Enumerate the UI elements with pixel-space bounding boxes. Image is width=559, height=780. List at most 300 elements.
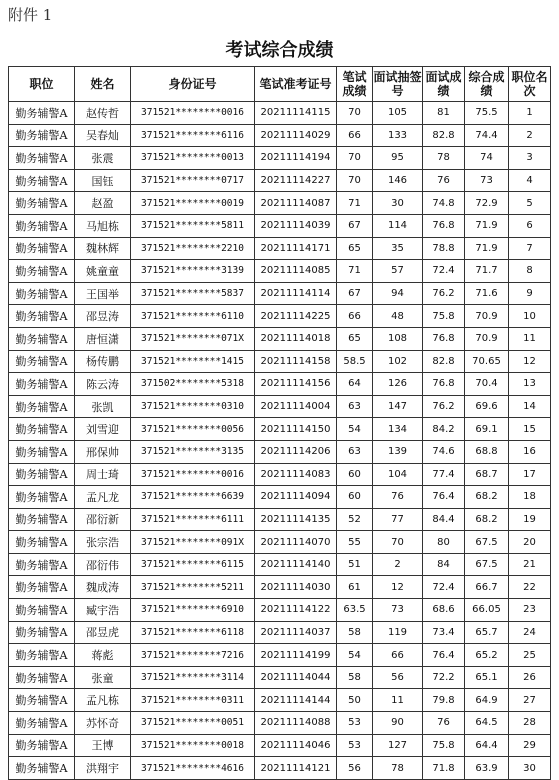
table-cell: 勤务辅警A <box>9 327 75 350</box>
table-cell: 76.8 <box>423 214 465 237</box>
table-cell: 勤务辅警A <box>9 260 75 283</box>
table-cell: 79.8 <box>423 689 465 712</box>
table-cell: 68.2 <box>465 508 509 531</box>
table-cell: 勤务辅警A <box>9 124 75 147</box>
table-cell: 127 <box>373 734 423 757</box>
table-cell: 勤务辅警A <box>9 305 75 328</box>
table-cell: 371521********5837 <box>131 282 255 305</box>
table-cell: 68.7 <box>465 463 509 486</box>
table-cell: 371521********0311 <box>131 689 255 712</box>
table-cell: 68.2 <box>465 486 509 509</box>
table-cell: 63.9 <box>465 757 509 780</box>
table-cell: 371521********071X <box>131 327 255 350</box>
table-cell: 70.4 <box>465 373 509 396</box>
table-cell: 147 <box>373 395 423 418</box>
table-cell: 20 <box>509 531 551 554</box>
header-cell: 职位名次 <box>509 67 551 102</box>
table-cell: 20211114171 <box>255 237 337 260</box>
table-cell: 11 <box>373 689 423 712</box>
table-cell: 勤务辅警A <box>9 621 75 644</box>
table-cell: 74.8 <box>423 192 465 215</box>
table-cell: 90 <box>373 712 423 735</box>
table-cell: 76.8 <box>423 373 465 396</box>
table-cell: 371521********6118 <box>131 621 255 644</box>
table-cell: 勤务辅警A <box>9 712 75 735</box>
table-cell: 69.1 <box>465 418 509 441</box>
table-cell: 126 <box>373 373 423 396</box>
table-cell: 70 <box>337 147 373 170</box>
table-cell: 20211114018 <box>255 327 337 350</box>
table-row <box>9 395 551 418</box>
table-cell: 55 <box>337 531 373 554</box>
table-cell: 76.8 <box>423 327 465 350</box>
table-cell: 71 <box>337 192 373 215</box>
table-cell: 勤务辅警A <box>9 395 75 418</box>
table-cell: 74 <box>465 147 509 170</box>
table-body <box>9 102 551 780</box>
table-row <box>9 305 551 328</box>
table-cell: 3 <box>509 147 551 170</box>
table-cell: 赵传哲 <box>75 102 131 125</box>
table-cell: 60 <box>337 486 373 509</box>
table-cell: 371521********6639 <box>131 486 255 509</box>
table-cell: 勤务辅警A <box>9 147 75 170</box>
table-cell: 104 <box>373 463 423 486</box>
table-cell: 94 <box>373 282 423 305</box>
table-cell: 71.8 <box>423 757 465 780</box>
table-cell: 76 <box>423 169 465 192</box>
table-cell: 66 <box>337 305 373 328</box>
table-cell: 67 <box>337 282 373 305</box>
table-cell: 20211114088 <box>255 712 337 735</box>
table-cell: 20211114004 <box>255 395 337 418</box>
table-cell: 蒋彪 <box>75 644 131 667</box>
table-cell: 48 <box>373 305 423 328</box>
header-cell: 职位 <box>9 67 75 102</box>
table-cell: 371502********5318 <box>131 373 255 396</box>
table-cell: 371521********6116 <box>131 124 255 147</box>
table-row <box>9 102 551 125</box>
table-cell: 20211114206 <box>255 440 337 463</box>
table-cell: 105 <box>373 102 423 125</box>
table-row <box>9 350 551 373</box>
table-cell: 魏成涛 <box>75 576 131 599</box>
table-row <box>9 621 551 644</box>
table-cell: 张童 <box>75 666 131 689</box>
table-cell: 68.8 <box>465 440 509 463</box>
table-cell: 勤务辅警A <box>9 599 75 622</box>
table-cell: 勤务辅警A <box>9 486 75 509</box>
table-cell: 20211114039 <box>255 214 337 237</box>
table-cell: 16 <box>509 440 551 463</box>
table-cell: 13 <box>509 373 551 396</box>
table-cell: 勤务辅警A <box>9 553 75 576</box>
table-cell: 78.8 <box>423 237 465 260</box>
header-cell: 姓名 <box>75 67 131 102</box>
table-cell: 72.4 <box>423 576 465 599</box>
table-cell: 赵盈 <box>75 192 131 215</box>
table-cell: 371521********6115 <box>131 553 255 576</box>
table-cell: 70 <box>337 169 373 192</box>
table-cell: 勤务辅警A <box>9 576 75 599</box>
table-cell: 苏怀奇 <box>75 712 131 735</box>
table-cell: 56 <box>373 666 423 689</box>
table-cell: 134 <box>373 418 423 441</box>
header-cell: 笔试准考证号 <box>255 67 337 102</box>
table-cell: 70.9 <box>465 305 509 328</box>
table-cell: 371521********0018 <box>131 734 255 757</box>
table-cell: 73.4 <box>423 621 465 644</box>
table-cell: 勤务辅警A <box>9 666 75 689</box>
table-cell: 63 <box>337 395 373 418</box>
table-cell: 67.5 <box>465 531 509 554</box>
table-cell: 20211114150 <box>255 418 337 441</box>
table-cell: 66 <box>337 124 373 147</box>
table-cell: 20211114070 <box>255 531 337 554</box>
table-cell: 63 <box>337 440 373 463</box>
table-cell: 周士琦 <box>75 463 131 486</box>
table-cell: 张宗浩 <box>75 531 131 554</box>
table-cell: 53 <box>337 734 373 757</box>
table-cell: 17 <box>509 463 551 486</box>
table-cell: 7 <box>509 237 551 260</box>
table-cell: 65 <box>337 327 373 350</box>
table-cell: 371521********5211 <box>131 576 255 599</box>
table-cell: 371521********0310 <box>131 395 255 418</box>
table-cell: 吴春灿 <box>75 124 131 147</box>
table-cell: 20211114037 <box>255 621 337 644</box>
table-cell: 82.8 <box>423 124 465 147</box>
table-cell: 14 <box>509 395 551 418</box>
table-cell: 371521********6910 <box>131 599 255 622</box>
table-cell: 70.9 <box>465 327 509 350</box>
table-cell: 勤务辅警A <box>9 689 75 712</box>
table-cell: 102 <box>373 350 423 373</box>
table-row <box>9 169 551 192</box>
table-cell: 20211114029 <box>255 124 337 147</box>
table-cell: 371521********7216 <box>131 644 255 667</box>
table-cell: 75.5 <box>465 102 509 125</box>
table-cell: 20211114030 <box>255 576 337 599</box>
table-cell: 51 <box>337 553 373 576</box>
table-cell: 30 <box>509 757 551 780</box>
table-cell: 国钰 <box>75 169 131 192</box>
table-cell: 64 <box>337 373 373 396</box>
table-cell: 10 <box>509 305 551 328</box>
table-cell: 64.9 <box>465 689 509 712</box>
table-cell: 371521********3139 <box>131 260 255 283</box>
table-cell: 71.6 <box>465 282 509 305</box>
table-cell: 66.7 <box>465 576 509 599</box>
table-cell: 60 <box>337 463 373 486</box>
scores-table <box>8 66 551 780</box>
table-cell: 张震 <box>75 147 131 170</box>
table-cell: 11 <box>509 327 551 350</box>
table-cell: 2 <box>373 553 423 576</box>
table-cell: 22 <box>509 576 551 599</box>
table-cell: 371521********5811 <box>131 214 255 237</box>
table-cell: 20211114156 <box>255 373 337 396</box>
table-cell: 76.4 <box>423 486 465 509</box>
table-cell: 6 <box>509 214 551 237</box>
table-cell: 26 <box>509 666 551 689</box>
table-cell: 勤务辅警A <box>9 440 75 463</box>
table-cell: 77.4 <box>423 463 465 486</box>
table-cell: 20211114046 <box>255 734 337 757</box>
table-cell: 58 <box>337 666 373 689</box>
table-cell: 76.4 <box>423 644 465 667</box>
table-cell: 马旭栋 <box>75 214 131 237</box>
table-cell: 70 <box>373 531 423 554</box>
table-row <box>9 282 551 305</box>
table-cell: 邵衍新 <box>75 508 131 531</box>
table-cell: 371521********4616 <box>131 757 255 780</box>
table-cell: 84.2 <box>423 418 465 441</box>
table-cell: 78 <box>373 757 423 780</box>
table-cell: 8 <box>509 260 551 283</box>
table-cell: 勤务辅警A <box>9 644 75 667</box>
table-cell: 78 <box>423 147 465 170</box>
header-cell: 综合成绩 <box>465 67 509 102</box>
table-cell: 61 <box>337 576 373 599</box>
table-cell: 20211114227 <box>255 169 337 192</box>
table-row <box>9 576 551 599</box>
table-cell: 76 <box>423 712 465 735</box>
table-cell: 2 <box>509 124 551 147</box>
table-cell: 12 <box>373 576 423 599</box>
table-cell: 孟凡栋 <box>75 689 131 712</box>
table-cell: 15 <box>509 418 551 441</box>
table-cell: 21 <box>509 553 551 576</box>
table-row <box>9 463 551 486</box>
table-cell: 81 <box>423 102 465 125</box>
table-row <box>9 689 551 712</box>
table-cell: 20211114140 <box>255 553 337 576</box>
table-cell: 9 <box>509 282 551 305</box>
table-cell: 20211114158 <box>255 350 337 373</box>
table-cell: 29 <box>509 734 551 757</box>
table-row <box>9 124 551 147</box>
table-cell: 70 <box>337 102 373 125</box>
table-cell: 75.8 <box>423 305 465 328</box>
table-row <box>9 418 551 441</box>
table-cell: 54 <box>337 418 373 441</box>
table-cell: 53 <box>337 712 373 735</box>
table-cell: 勤务辅警A <box>9 102 75 125</box>
table-cell: 371521********0051 <box>131 712 255 735</box>
table-cell: 66 <box>373 644 423 667</box>
table-cell: 张凯 <box>75 395 131 418</box>
table-row <box>9 486 551 509</box>
table-cell: 魏林辉 <box>75 237 131 260</box>
table-cell: 20211114121 <box>255 757 337 780</box>
table-cell: 65.1 <box>465 666 509 689</box>
table-cell: 陈云涛 <box>75 373 131 396</box>
table-cell: 4 <box>509 169 551 192</box>
table-cell: 371521********091X <box>131 531 255 554</box>
table-cell: 65.2 <box>465 644 509 667</box>
table-row <box>9 260 551 283</box>
table-cell: 勤务辅警A <box>9 169 75 192</box>
table-cell: 76.2 <box>423 395 465 418</box>
table-row <box>9 508 551 531</box>
table-cell: 20211114199 <box>255 644 337 667</box>
table-cell: 唐恒潇 <box>75 327 131 350</box>
table-cell: 邵衍伟 <box>75 553 131 576</box>
table-cell: 20211114115 <box>255 102 337 125</box>
table-cell: 5 <box>509 192 551 215</box>
table-cell: 66.05 <box>465 599 509 622</box>
table-cell: 74.6 <box>423 440 465 463</box>
table-cell: 108 <box>373 327 423 350</box>
table-cell: 1 <box>509 102 551 125</box>
table-cell: 20211114144 <box>255 689 337 712</box>
table-cell: 25 <box>509 644 551 667</box>
table-row <box>9 327 551 350</box>
table-cell: 邢保帅 <box>75 440 131 463</box>
table-cell: 54 <box>337 644 373 667</box>
table-cell: 75.8 <box>423 734 465 757</box>
table-cell: 80 <box>423 531 465 554</box>
table-cell: 20211114083 <box>255 463 337 486</box>
table-cell: 63.5 <box>337 599 373 622</box>
table-row <box>9 666 551 689</box>
table-cell: 371521********6111 <box>131 508 255 531</box>
table-row <box>9 440 551 463</box>
table-row <box>9 644 551 667</box>
table-cell: 72.4 <box>423 260 465 283</box>
table-cell: 371521********6110 <box>131 305 255 328</box>
table-cell: 84.4 <box>423 508 465 531</box>
table-cell: 20211114225 <box>255 305 337 328</box>
table-cell: 勤务辅警A <box>9 282 75 305</box>
table-cell: 82.8 <box>423 350 465 373</box>
table-row <box>9 712 551 735</box>
table-cell: 勤务辅警A <box>9 508 75 531</box>
table-cell: 勤务辅警A <box>9 373 75 396</box>
table-cell: 57 <box>373 260 423 283</box>
table-cell: 65.7 <box>465 621 509 644</box>
table-cell: 69.6 <box>465 395 509 418</box>
table-cell: 71 <box>337 260 373 283</box>
table-cell: 臧宇浩 <box>75 599 131 622</box>
table-cell: 20211114194 <box>255 147 337 170</box>
table-cell: 67.5 <box>465 553 509 576</box>
table-cell: 71.7 <box>465 260 509 283</box>
table-row <box>9 214 551 237</box>
table-cell: 35 <box>373 237 423 260</box>
table-cell: 勤务辅警A <box>9 531 75 554</box>
table-row <box>9 599 551 622</box>
table-cell: 371521********3135 <box>131 440 255 463</box>
table-cell: 72.2 <box>423 666 465 689</box>
table-cell: 65 <box>337 237 373 260</box>
table-cell: 72.9 <box>465 192 509 215</box>
table-cell: 28 <box>509 712 551 735</box>
table-cell: 23 <box>509 599 551 622</box>
table-cell: 勤务辅警A <box>9 237 75 260</box>
table-cell: 73 <box>373 599 423 622</box>
table-cell: 勤务辅警A <box>9 734 75 757</box>
table-row <box>9 147 551 170</box>
table-cell: 邵昱虎 <box>75 621 131 644</box>
table-cell: 371521********0019 <box>131 192 255 215</box>
table-cell: 77 <box>373 508 423 531</box>
table-cell: 19 <box>509 508 551 531</box>
table-cell: 勤务辅警A <box>9 757 75 780</box>
table-cell: 30 <box>373 192 423 215</box>
table-cell: 王国举 <box>75 282 131 305</box>
table-row <box>9 734 551 757</box>
table-cell: 孟凡龙 <box>75 486 131 509</box>
table-cell: 73 <box>465 169 509 192</box>
table-cell: 119 <box>373 621 423 644</box>
table-cell: 27 <box>509 689 551 712</box>
table-cell: 杨传鹏 <box>75 350 131 373</box>
table-row <box>9 531 551 554</box>
table-cell: 12 <box>509 350 551 373</box>
table-cell: 139 <box>373 440 423 463</box>
table-cell: 371521********0013 <box>131 147 255 170</box>
table-cell: 114 <box>373 214 423 237</box>
table-row <box>9 553 551 576</box>
table-cell: 70.65 <box>465 350 509 373</box>
table-cell: 371521********0056 <box>131 418 255 441</box>
table-cell: 67 <box>337 214 373 237</box>
header-cell: 面试成绩 <box>423 67 465 102</box>
table-header-row <box>9 67 551 102</box>
table-cell: 20211114087 <box>255 192 337 215</box>
table-cell: 刘雪迎 <box>75 418 131 441</box>
table-cell: 勤务辅警A <box>9 463 75 486</box>
table-cell: 勤务辅警A <box>9 418 75 441</box>
table-cell: 71.9 <box>465 214 509 237</box>
table-cell: 58 <box>337 621 373 644</box>
table-cell: 64.4 <box>465 734 509 757</box>
table-cell: 84 <box>423 553 465 576</box>
table-cell: 371521********2210 <box>131 237 255 260</box>
table-cell: 50 <box>337 689 373 712</box>
table-cell: 76 <box>373 486 423 509</box>
table-cell: 王博 <box>75 734 131 757</box>
table-cell: 371521********0717 <box>131 169 255 192</box>
table-cell: 133 <box>373 124 423 147</box>
table-cell: 20211114044 <box>255 666 337 689</box>
table-cell: 20211114094 <box>255 486 337 509</box>
table-cell: 姚童童 <box>75 260 131 283</box>
table-cell: 58.5 <box>337 350 373 373</box>
table-cell: 71.9 <box>465 237 509 260</box>
table-cell: 371521********3114 <box>131 666 255 689</box>
table-cell: 56 <box>337 757 373 780</box>
table-cell: 74.4 <box>465 124 509 147</box>
table-cell: 24 <box>509 621 551 644</box>
table-cell: 20211114114 <box>255 282 337 305</box>
header-cell: 面试抽签号 <box>373 67 423 102</box>
table-cell: 18 <box>509 486 551 509</box>
table-cell: 371521********0016 <box>131 102 255 125</box>
table-row <box>9 237 551 260</box>
table-row <box>9 192 551 215</box>
table-cell: 勤务辅警A <box>9 192 75 215</box>
table-cell: 95 <box>373 147 423 170</box>
header-cell: 身份证号 <box>131 67 255 102</box>
table-cell: 20211114085 <box>255 260 337 283</box>
table-cell: 洪翔宇 <box>75 757 131 780</box>
table-cell: 146 <box>373 169 423 192</box>
table-cell: 勤务辅警A <box>9 214 75 237</box>
table-cell: 勤务辅警A <box>9 350 75 373</box>
